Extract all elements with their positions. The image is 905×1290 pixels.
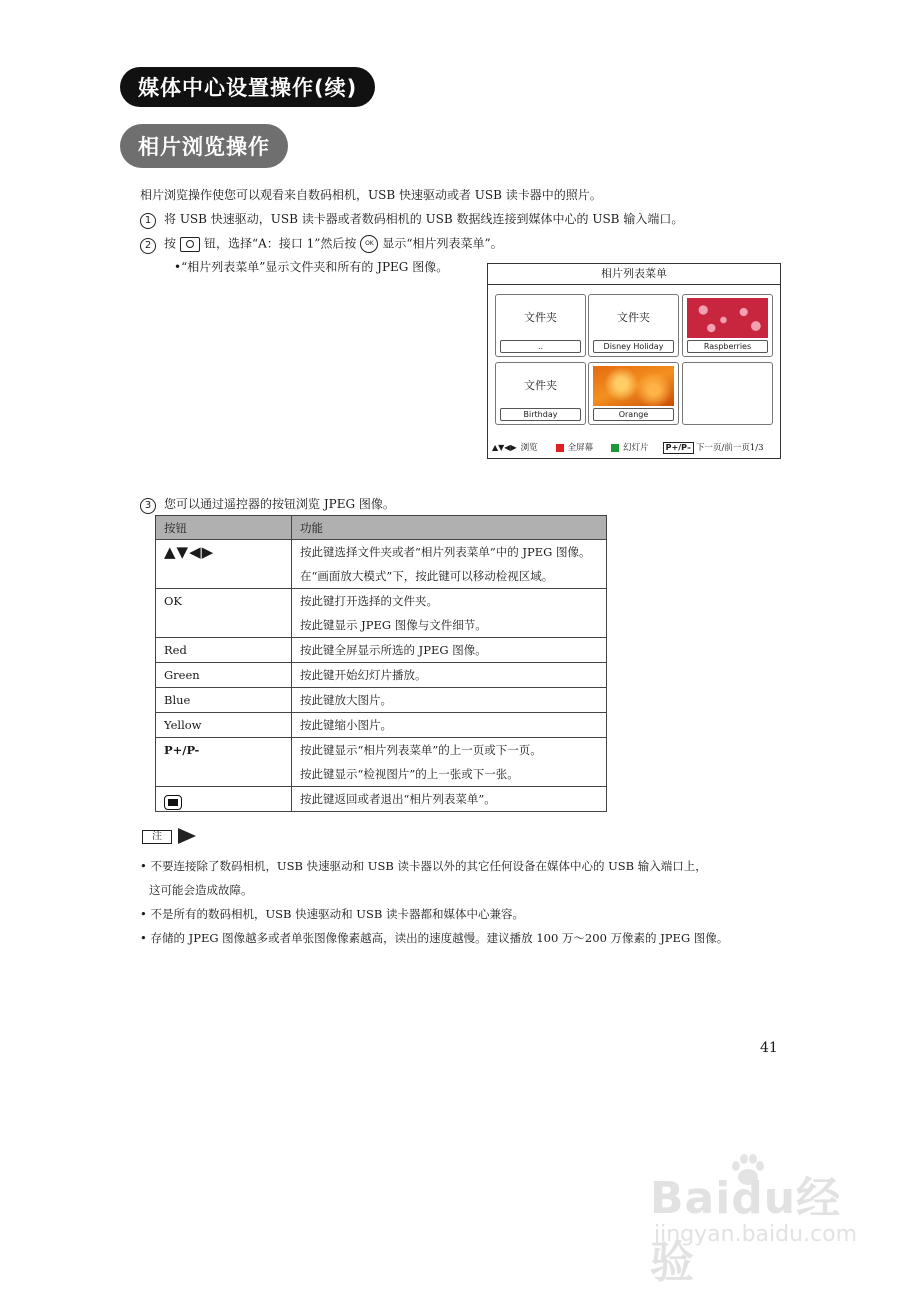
intro-text: 相片浏览操作使您可以观看来自数码相机，USB 快速驱动或者 USB 读卡器中的照片。 [140, 188, 602, 202]
p-key-icon: P+/P– [663, 442, 694, 454]
tile-caption: Birthday [500, 408, 581, 421]
step-number: 1 [140, 213, 156, 229]
panel-title: 相片列表菜单 [488, 264, 780, 285]
menu-icon [164, 795, 182, 810]
camera-icon [180, 237, 200, 252]
subsection-title: 相片浏览操作 [120, 124, 288, 168]
green-key-icon [611, 444, 619, 452]
step-2-tail: 显示“相片列表菜单”。 [382, 236, 503, 251]
table-row [156, 713, 607, 738]
panel-footer [492, 441, 776, 455]
tile-photo-orange[interactable] [588, 362, 679, 425]
button-function-table [155, 515, 607, 812]
step-2-pre: 按 [164, 236, 177, 251]
page-indicator: 1/3 [749, 443, 764, 453]
step-2-mid: 钮，选择“A：接口 1”然后按 [204, 236, 357, 251]
function-text: 按此键返回或者退出“相片列表菜单”。 [300, 792, 496, 806]
slideshow-label: 幻灯片 [623, 443, 649, 453]
folder-label: 文件夹 [524, 379, 557, 392]
tile-caption: Orange [593, 408, 674, 421]
step-3-text: 您可以通过遥控器的按钮浏览 JPEG 图像。 [164, 497, 395, 511]
key-label: OK [164, 594, 183, 608]
arrow-right-icon [178, 828, 196, 844]
table-row [156, 738, 607, 787]
tile-caption: Disney Holiday [593, 340, 674, 353]
tile-empty [682, 362, 773, 425]
step-2 [140, 235, 503, 254]
function-text: 按此键显示 JPEG 图像与文件细节。 [300, 618, 487, 632]
table-row [156, 638, 607, 663]
table-row [156, 589, 607, 638]
fullscreen-label: 全屏幕 [567, 443, 594, 453]
note-label: 注 [142, 830, 172, 844]
folder-label: 文件夹 [524, 311, 557, 324]
function-text: 按此键显示“检视图片”的上一张或下一张。 [300, 767, 519, 781]
step-1 [140, 211, 683, 229]
arrow-keys-icon: ▲▼◀▶ [492, 443, 517, 452]
tile-caption: Raspberries [687, 340, 768, 353]
table-row [156, 540, 607, 589]
key-label: Yellow [164, 718, 202, 732]
ok-button-icon: OK [360, 235, 378, 253]
table-header-row [156, 516, 607, 540]
column-header-function: 功能 [292, 516, 607, 540]
browse-label: 浏览 [520, 443, 538, 453]
table-row [156, 688, 607, 713]
page-nav-label: 下一页/前一页 [696, 443, 750, 453]
function-text: 按此键放大图片。 [300, 693, 392, 707]
raspberries-thumbnail [687, 298, 768, 338]
folder-label: 文件夹 [617, 311, 650, 324]
tile-caption: .. [500, 340, 581, 353]
function-text: 按此键显示“相片列表菜单”的上一页或下一页。 [300, 743, 542, 757]
key-label: Red [164, 643, 187, 657]
function-text: 按此键选择文件夹或者“相片列表菜单”中的 JPEG 图像。 [300, 545, 591, 559]
function-text: 按此键全屏显示所选的 JPEG 图像。 [300, 643, 487, 657]
note-item: • 不要连接除了数码相机，USB 快速驱动和 USB 读卡器以外的其它任何设备在媒体中心的 USB 输入端口上， [140, 859, 707, 873]
tile-folder-birthday[interactable] [495, 362, 586, 425]
watermark-url: jingyan.baidu.com [654, 1222, 858, 1247]
table-row [156, 663, 607, 688]
column-header-button: 按钮 [156, 516, 292, 540]
tile-folder-disney[interactable] [588, 294, 679, 357]
photo-list-menu-screen [487, 263, 781, 459]
key-label: Green [164, 668, 200, 682]
watermark-brand: Baidu经验 [650, 1173, 842, 1288]
function-text: 在“画面放大模式”下，按此键可以移动检视区域。 [300, 569, 554, 583]
tile-folder-parent[interactable] [495, 294, 586, 357]
step-3 [140, 496, 395, 514]
watermark [640, 1150, 870, 1288]
red-key-icon [556, 444, 564, 452]
note-tag [142, 828, 196, 844]
step-2-sub: •“相片列表菜单”显示文件夹和所有的 JPEG 图像。 [174, 260, 449, 274]
step-number: 2 [140, 238, 156, 254]
key-label: Blue [164, 693, 191, 707]
step-number: 3 [140, 498, 156, 514]
section-title: 媒体中心设置操作(续) [120, 67, 375, 107]
step-1-text: 将 USB 快速驱动，USB 读卡器或者数码相机的 USB 数据线连接到媒体中心的 USB 输入端口。 [164, 212, 684, 226]
arrow-keys-icon: ▲▼◀▶ [164, 543, 215, 561]
key-label: P+/P- [164, 743, 200, 757]
function-text: 按此键打开选择的文件夹。 [300, 594, 438, 608]
note-item: • 不是所有的数码相机，USB 快速驱动和 USB 读卡器都和媒体中心兼容。 [140, 907, 524, 921]
page-number: 41 [760, 1040, 778, 1056]
orange-thumbnail [593, 366, 674, 406]
function-text: 按此键开始幻灯片播放。 [300, 668, 427, 682]
table-row [156, 787, 607, 812]
note-item: • 存储的 JPEG 图像越多或者单张图像像素越高，读出的速度越慢。建议播放 100 万～200 万像素的 JPEG 图像。 [140, 931, 729, 945]
function-text: 按此键缩小图片。 [300, 718, 392, 732]
note-item-continued: 这可能会造成故障。 [149, 883, 253, 897]
tile-photo-raspberries[interactable] [682, 294, 773, 357]
